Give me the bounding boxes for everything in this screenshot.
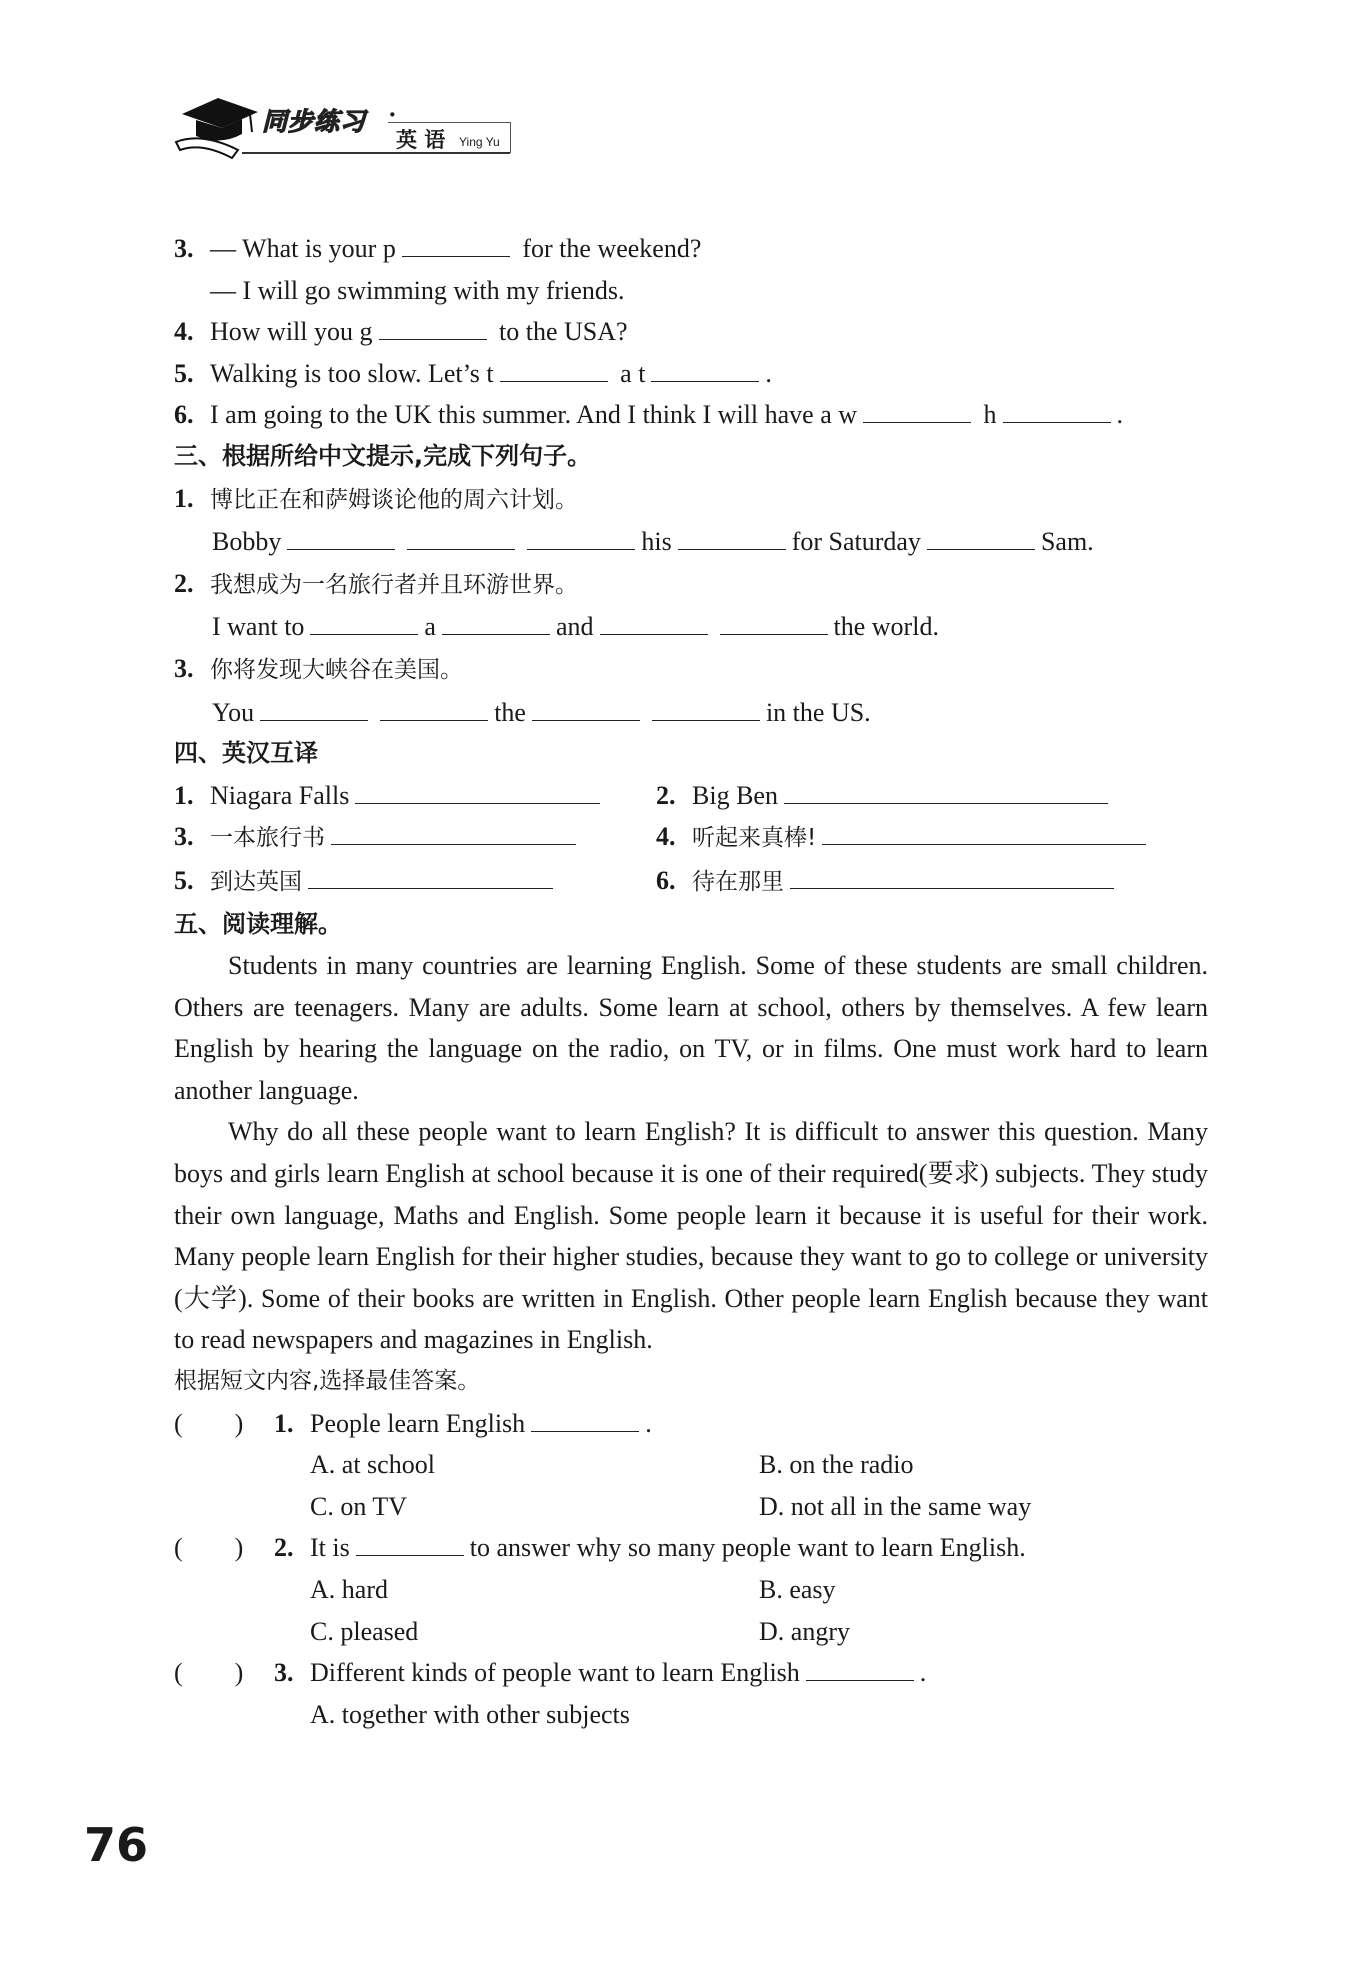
answer-blank[interactable] bbox=[600, 612, 708, 635]
answer-blank[interactable] bbox=[1003, 400, 1111, 423]
reading-instruction: 根据短文内容,选择最佳答案。 bbox=[174, 1368, 481, 1395]
answer-blank[interactable] bbox=[806, 1658, 914, 1681]
option[interactable]: C. on TV bbox=[310, 1491, 408, 1521]
sentence-completion: I want to a and the world. bbox=[212, 612, 939, 642]
translation-prompt: 2. 我想成为一名旅行者并且环游世界。 bbox=[174, 568, 578, 598]
subject-label: 英 语 bbox=[396, 128, 446, 152]
brand-logo: 同步练习 bbox=[262, 107, 367, 136]
option-row bbox=[174, 1444, 1208, 1486]
option-row bbox=[174, 1569, 1208, 1611]
answer-blank[interactable] bbox=[527, 527, 635, 550]
translation-row: 3. 一本旅行书 4. 听起来真棒! bbox=[174, 816, 1208, 860]
book-header bbox=[172, 92, 522, 162]
answer-blank[interactable] bbox=[863, 400, 971, 423]
answer-blank[interactable] bbox=[260, 698, 368, 721]
answer-blank[interactable] bbox=[651, 359, 759, 382]
answer-bracket[interactable]: ( ) bbox=[174, 1408, 244, 1438]
answer-blank[interactable] bbox=[720, 612, 828, 635]
question-item: — I will go swimming with my friends. bbox=[210, 275, 625, 305]
answer-blank[interactable] bbox=[308, 866, 553, 889]
subject-pinyin: Ying Yu bbox=[459, 135, 500, 149]
answer-blank[interactable] bbox=[822, 822, 1146, 845]
header-dot: · bbox=[388, 100, 397, 129]
option[interactable]: A. at school bbox=[310, 1450, 435, 1480]
translation-row: 5. 到达英国 6. 待在那里 bbox=[174, 860, 1208, 904]
option[interactable]: B. on the radio bbox=[759, 1450, 914, 1480]
option[interactable]: D. not all in the same way bbox=[759, 1491, 1032, 1521]
answer-blank[interactable] bbox=[678, 527, 786, 550]
option-row bbox=[174, 1694, 1208, 1736]
answer-blank[interactable] bbox=[287, 527, 395, 550]
translation-row: 1. Niagara Falls 2. Big Ben bbox=[174, 775, 1208, 817]
page-number: 76 bbox=[84, 1818, 149, 1872]
answer-blank[interactable] bbox=[402, 234, 510, 257]
mc-question: ( ) 3. Different kinds of people want to learn English . bbox=[174, 1652, 1208, 1694]
answer-bracket[interactable]: ( ) bbox=[174, 1658, 244, 1688]
section-heading: 五、阅读理解。 bbox=[174, 909, 342, 938]
question-item: 3. — What is your p for the weekend? bbox=[174, 234, 702, 263]
sentence-completion: You the in the US. bbox=[212, 697, 871, 727]
reading-paragraph: Students in many countries are learning English. Some of these students are small children. Others are teenagers. Many are adults. Some learn at school, others by themselves. A few learn English by hearing the language on the radio, on TV, or in films. One must work hard to learn another language. bbox=[174, 951, 1208, 1105]
answer-blank[interactable] bbox=[356, 1533, 464, 1556]
answer-blank[interactable] bbox=[310, 612, 418, 635]
section-heading: 四、英汉互译 bbox=[174, 739, 318, 768]
answer-blank[interactable] bbox=[379, 317, 487, 340]
option[interactable]: A. together with other subjects bbox=[310, 1699, 630, 1729]
sentence-completion: Bobby his for Saturday Sam. bbox=[212, 527, 1094, 557]
answer-blank[interactable] bbox=[784, 781, 1108, 804]
section-heading: 三、根据所给中文提示,完成下列句子。 bbox=[174, 441, 592, 470]
translation-prompt: 3. 你将发现大峡谷在美国。 bbox=[174, 653, 463, 683]
answer-bracket[interactable]: ( ) bbox=[174, 1533, 244, 1563]
answer-blank[interactable] bbox=[531, 1409, 639, 1432]
answer-blank[interactable] bbox=[380, 698, 488, 721]
mc-question: ( ) 2. It is to answer why so many people want to learn English. bbox=[174, 1527, 1208, 1569]
question-item: 5. Walking is too slow. Let’s t a t . bbox=[174, 358, 772, 388]
translation-prompt: 1. 博比正在和萨姆谈论他的周六计划。 bbox=[174, 483, 578, 513]
option[interactable]: D. angry bbox=[759, 1616, 850, 1646]
answer-blank[interactable] bbox=[790, 866, 1114, 889]
option[interactable]: B. easy bbox=[759, 1575, 836, 1604]
answer-blank[interactable] bbox=[442, 612, 550, 635]
answer-blank[interactable] bbox=[331, 822, 576, 845]
header-rule bbox=[242, 152, 510, 154]
option-row bbox=[174, 1486, 1208, 1528]
answer-blank[interactable] bbox=[927, 527, 1035, 550]
answer-blank[interactable] bbox=[407, 527, 515, 550]
option[interactable]: A. hard bbox=[310, 1575, 388, 1604]
answer-blank[interactable] bbox=[355, 781, 600, 804]
question-item: 4. How will you g to the USA? bbox=[174, 317, 628, 347]
page-content bbox=[174, 228, 1208, 1735]
question-item: 6. I am going to the UK this summer. And I think I will have a w h . bbox=[174, 400, 1124, 430]
answer-blank[interactable] bbox=[652, 698, 760, 721]
option-row bbox=[174, 1611, 1208, 1653]
option[interactable]: C. pleased bbox=[310, 1616, 419, 1646]
answer-blank[interactable] bbox=[500, 359, 608, 382]
mc-question: ( ) 1. People learn English . bbox=[174, 1403, 1208, 1445]
reading-paragraph: Why do all these people want to learn English? It is difficult to answer this question. Many boys and girls learn English at school because it is one of their required(要求) subjects. They study their own language, Maths and English. Some people learn it because it is useful for their work. Many people learn English for their higher studies, because they want to go to college or university (大学). Some of their books are written in English. Other people learn English because they want to read newspapers and magazines in English. bbox=[174, 1117, 1208, 1355]
answer-blank[interactable] bbox=[532, 698, 640, 721]
